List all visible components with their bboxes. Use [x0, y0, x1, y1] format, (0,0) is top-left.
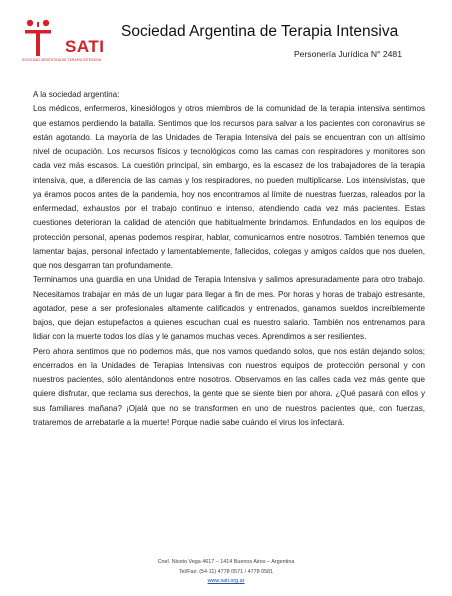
letter-paragraph-1: Los médicos, enfermeros, kinesiólogos y otros miembros de la comunidad de la terapia intensiva sentimos que estamos perdiendo la batalla. Sentimos que los recursos para salvar a los pacientes con coronavirus se están agotando. La mayoría de las Unidades de Terapia Intensiva del país se encuentran con un altísimo nivel de ocupación. Los recursos físicos y tecnológicos como las camas con respiradores y monitores son cada vez más escasos. La cuestión principal, sin embargo, es la escasez de los trabajadores de la terapia intensiva, que, a diferencia de las camas y los respiradores, no pueden multiplicarse. Los intensivistas, que ya éramos pocos antes de la pandemia, hoy nos encontramos al límite de nuestras fuerzas, raleados por la enfermedad, exhaustos por el trabajo continuo e intenso, atendiendo cada vez más pacientes. Estas cuestiones deterioran la calidad de atención que habitualmente brindamos. Enfundados en los equipos de protección personal, apenas podemos respirar, hablar, comunicarnos entre nosotros. También tenemos que lamentar bajas, personal infectado y lamentablemente, fallecidos, colegas y amigos caídos que nos duelen, que nos desgarran tan profundamente.: [33, 104, 425, 270]
footer-phone: Tel/Fax: (54-11) 4778 0571 / 4778 0581: [178, 568, 274, 575]
logo-tagline: SOCIEDAD ARGENTINA DE TERAPIA INTENSIVA: [22, 58, 102, 62]
logo-wordmark: SATI: [65, 37, 105, 56]
footer-website-link[interactable]: www.sati.org.ar: [207, 578, 245, 584]
letter-body: [33, 88, 425, 430]
letter-footer: [0, 558, 452, 587]
organization-registration: Personería Jurídica N° 2481: [293, 49, 402, 59]
letter-greeting: A la sociedad argentina:: [33, 90, 120, 99]
letter-paragraph-3: Pero ahora sentimos que no podemos más, que nos vamos quedando solos, que nos están dejando solos; encerrados en la Unidades de Terapias Intensivas con nuestros equipos de protección personal y con nuestros pacientes, sólo alentándonos entre nosotros. Observamos en las calles cada vez más gente que quiere disfrutar, que reclama sus derechos, la gente que se siente bien por ahora. ¿Qué pasará con ellos y sus familiares mañana? ¡Ojalá que no se transformen en uno de nuestros pacientes que, con fuerzas, trataremos de arrebatarle a la muerte! Porque nadie sabe cuándo el virus los infectará.: [33, 346, 425, 427]
organization-title: Sociedad Argentina de Terapia Intensiva: [121, 23, 399, 40]
letter-paragraph-2: Terminamos una guardia en una Unidad de Terapia Intensiva y salimos apresuradamente para otro trabajo. Necesitamos trabajar en más de un lugar para llegar a fin de mes. Por horas y horas de trabajo estresante, agotador, pese a ser profesionales altamente calificados y entrenados, ganamos sueldos increíblemente bajos, que dejan estupefactos a quienes escuchan cual es nuestro salario. También nos entrenamos para lidiar con la muerte todos los días y le ganamos muchas veces. Aprendimos a ser resilientes.: [33, 275, 425, 342]
footer-address: Cnel. Niceto Vega 4617 – 1414 Buenos Aires – Argentina: [157, 559, 295, 565]
